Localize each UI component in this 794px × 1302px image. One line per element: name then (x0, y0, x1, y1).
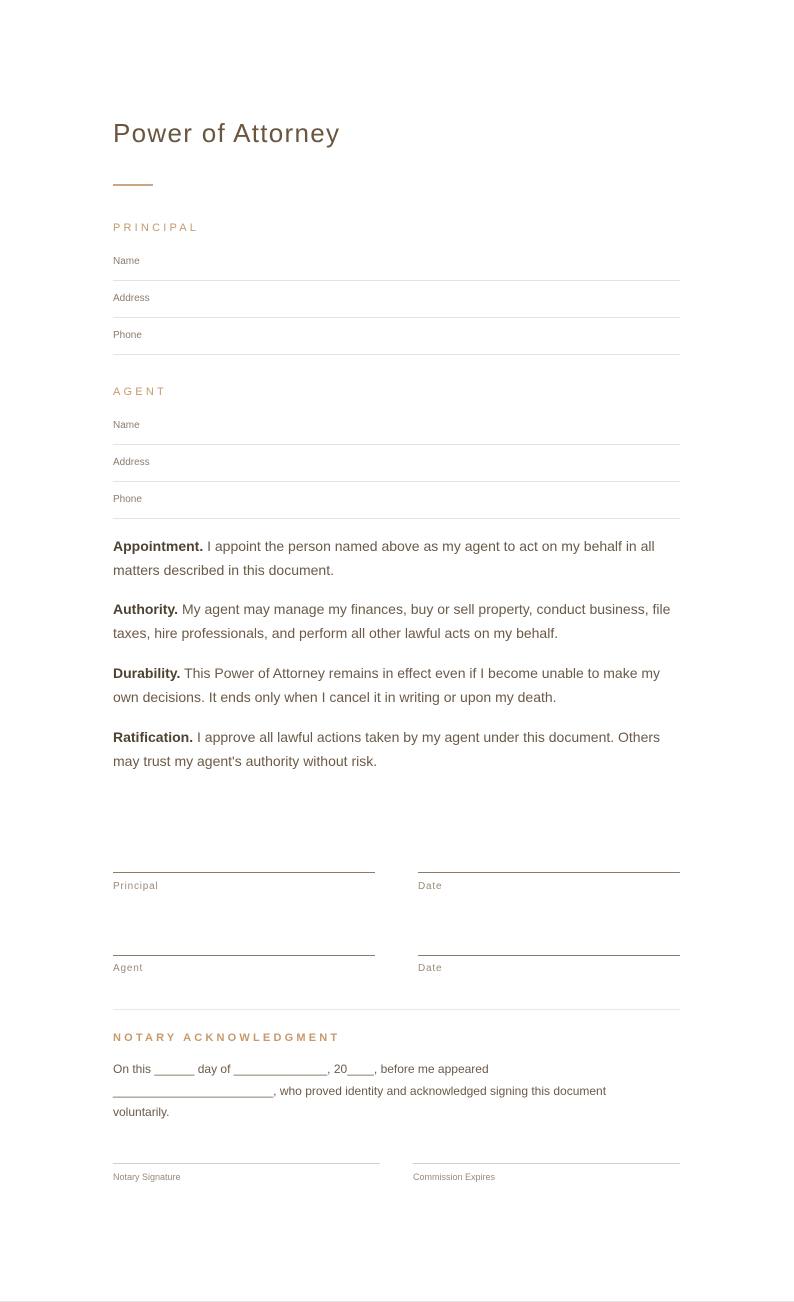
principal-signature-label: Principal (113, 881, 159, 892)
agent-signature-label: Agent (113, 963, 144, 974)
principal-address-field[interactable] (113, 280, 680, 318)
agent-phone-label: Phone (113, 494, 142, 505)
title-accent-rule (113, 184, 153, 186)
agent-heading: AGENT (113, 386, 167, 398)
clause-heading: Appointment. (113, 538, 204, 554)
principal-phone-label: Phone (113, 330, 142, 341)
clause-durability (113, 661, 680, 709)
clause-heading: Authority. (113, 601, 179, 617)
clause-ratification (113, 725, 680, 773)
agent-address-field[interactable] (113, 444, 680, 482)
clause-text: This Power of Attorney remains in effect even if I become unable to make my own decisions. It ends only when I cancel it in writing or upon my death. (113, 665, 661, 705)
agent-address-label: Address (113, 457, 150, 468)
clause-heading: Durability. (113, 665, 181, 681)
notary-statement: On this ______ day of ______________, 20____, before me appeared ________________________, who proved identity and acknowledged signing this document voluntarily. (113, 1062, 607, 1119)
notary-heading: NOTARY ACKNOWLEDGMENT (113, 1032, 341, 1044)
notary-divider (113, 1009, 680, 1010)
clause-heading: Ratification. (113, 729, 194, 745)
commission-expires-label: Commission Expires (413, 1172, 496, 1182)
notary-signature-label: Notary Signature (113, 1172, 181, 1182)
principal-heading: PRINCIPAL (113, 222, 200, 234)
principal-date-label: Date (418, 881, 443, 892)
principal-name-label: Name (113, 256, 140, 267)
agent-date-line[interactable] (418, 955, 680, 956)
clause-text: I appoint the person named above as my agent to act on my behalf in all matters described in this document. (113, 538, 655, 578)
principal-address-label: Address (113, 293, 150, 304)
agent-name-label: Name (113, 420, 140, 431)
principal-name-field[interactable] (113, 243, 680, 281)
commission-expires-line[interactable] (413, 1163, 680, 1164)
agent-date-label: Date (418, 963, 443, 974)
notary-signature-line[interactable] (113, 1163, 380, 1164)
clause-authority (113, 597, 680, 645)
agent-phone-field[interactable] (113, 481, 680, 519)
principal-signature-line[interactable] (113, 872, 375, 873)
clause-appointment (113, 534, 680, 582)
clause-text: I approve all lawful actions taken by my agent under this document. Others may trust my agent's authority without risk. (113, 729, 661, 769)
principal-phone-field[interactable] (113, 317, 680, 355)
document-title: Power of Attorney (113, 118, 341, 148)
agent-signature-line[interactable] (113, 955, 375, 956)
clause-text: My agent may manage my finances, buy or sell property, conduct business, file taxes, hire professionals, and perform all other lawful acts on my behalf. (113, 601, 671, 641)
agent-name-field[interactable] (113, 407, 680, 445)
principal-date-line[interactable] (418, 872, 680, 873)
